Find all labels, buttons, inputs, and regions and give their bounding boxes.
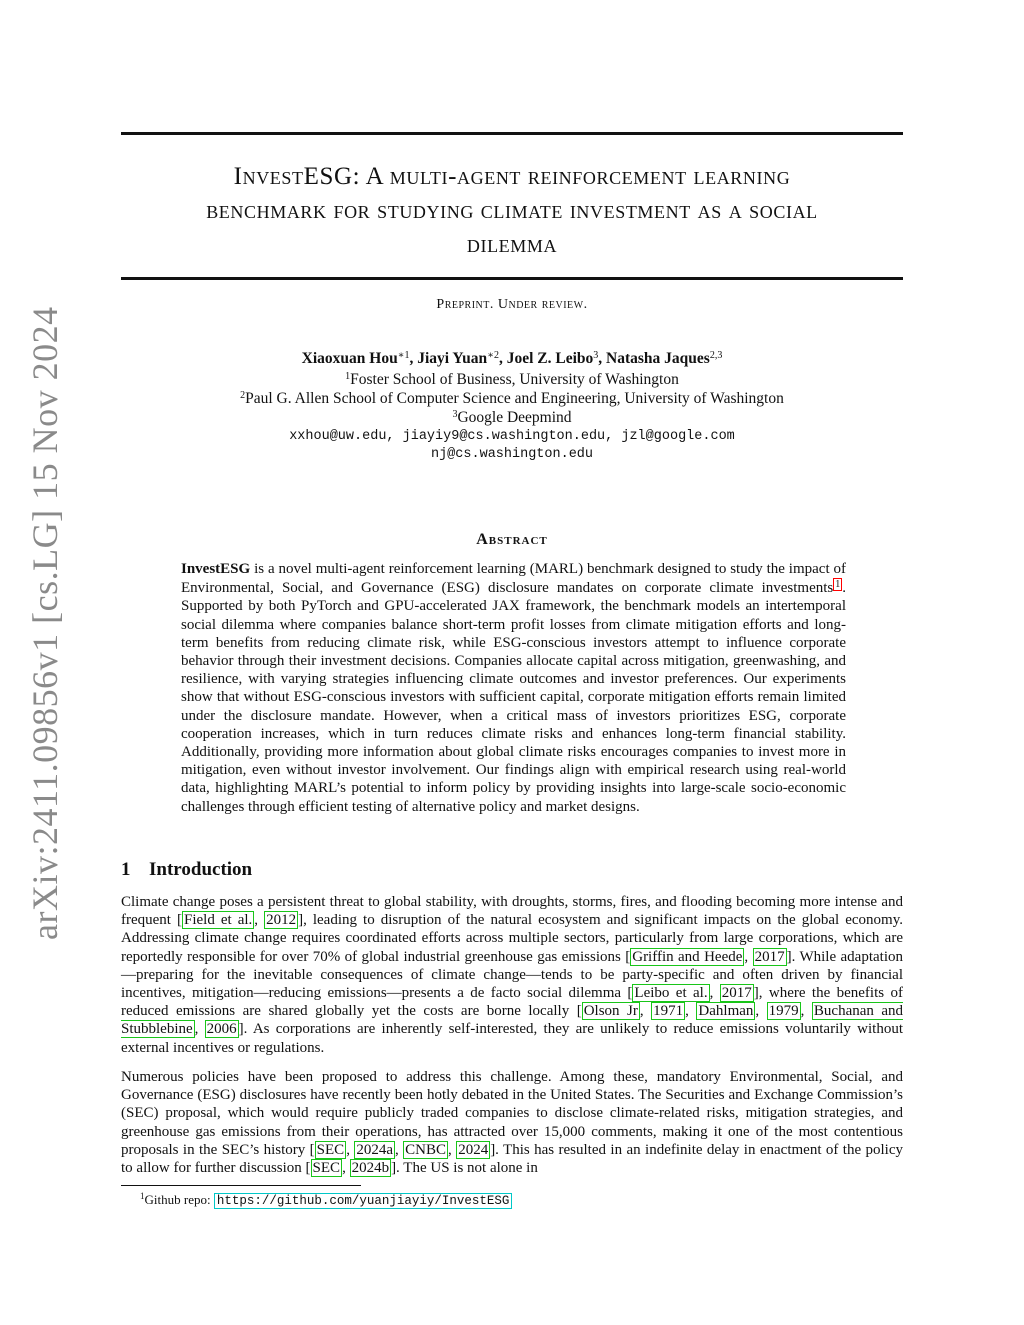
paragraph-text: ]. This has resulted in an indefinite delay in enactment of the policy to allow for further discussion [ [121,1141,904,1177]
section-number: 1 [121,859,131,880]
section-heading [121,859,903,881]
paragraph-text: , [800,1003,812,1020]
affiliation [121,408,903,427]
paragraph-text: , [685,1003,697,1020]
citation-link[interactable]: 2024 [458,1141,489,1158]
arxiv-identifier-stamp: arXiv:2411.09856v1 [cs.LG] 15 Nov 2024 [25,306,65,940]
intro-paragraph [121,1068,903,1177]
github-repo-link[interactable]: https://github.com/yuanjiayiy/InvestESG [214,1193,513,1209]
citation-link[interactable]: Dahlman [698,1003,754,1020]
citation-link[interactable]: Field et al. [184,912,253,929]
abstract-body [181,560,846,816]
paragraph-text: Numerous policies have been proposed to address this challenge. Among these, mandatory Environmental, Social, and Governance (ESG) disclosures have recently been hotly debated in the United States. The Securities and Exchange Commission’s (SEC) proposal, which would require publicly traded companies to disclose climate-related risks, mitigation strategies, and greenhouse gas emissions from their operations, has attracted over 15,000 comments, making it one of the most contentious proposals in the SEC’s history [ [121,1069,903,1158]
author-name: Xiaoxuan Hou [301,350,398,367]
author-name: Jiayi Yuan [417,350,488,367]
abstract-text: . Supported by both PyTorch and GPU-accelerated JAX framework, the benchmark models an intertemporal social dilemma where companies balance short-term profit losses from climate mitigation efforts and long-term benefits from reducing climate risk, while ESG-conscious investors attempt to influence corporate behavior through their investment decisions. Companies allocate capital across mitigation, greenwashing, and resilience, with varying strategies influencing climate outcomes and investor preferences. Our experiments show that without ESG-conscious investors with sufficient capital, corporate mitigation efforts remain limited under the disclosure mandate. However, when a critical mass of investors prioritizes ESG, corporate cooperation increases, which in turn reduces climate risks and enhances long-term financial stability. Additionally, providing more information about global climate risks encourages companies to invest more in mitigation, even without investor involvement. Our findings align with empirical research using real-world data, highlighting MARL’s potential to inform policy by providing insights into large-scale socio-economic challenges through efficient testing of alternative policy and market designs. [181,580,846,815]
paper-title [121,160,903,262]
footnote-label: Github repo: [144,1192,214,1207]
paragraph-text: , [342,1160,350,1177]
citation-link[interactable]: 1971 [653,1003,684,1020]
citation-link[interactable]: Griffin and Heede [632,948,743,965]
citation-link[interactable]: 2017 [754,948,785,965]
affiliation [121,370,903,389]
paragraph-text: , [254,912,265,929]
affiliation-text: Google Deepmind [457,409,572,426]
paragraph-text: , [346,1141,355,1158]
paragraph-text: ], leading to disruption of the natural ecosystem and significant impacts on the global economy. Addressing climate change requires coordinated efforts across multiple sectors, particularly from large corporations, which are reportedly responsible for over 70% of global industrial greenhouse gas emissions [ [121,912,903,965]
author-affiliation-mark: ∗1 [397,350,410,361]
paragraph-text: , [448,1141,457,1158]
paragraph-text: , [194,1021,205,1038]
title-rule-top [121,132,903,135]
citation-link[interactable]: 1979 [768,1003,799,1020]
author-name: Natasha Jaques [606,350,710,367]
title-line: benchmark for studying climate investment as a social [206,197,818,224]
footnote-rule [121,1185,361,1186]
affiliation-text: Foster School of Business, University of Washington [350,371,679,388]
citation-link[interactable]: Leibo et al. [634,985,708,1002]
author-separator: , [498,350,507,367]
abstract-lead: InvestESG [181,561,251,577]
citation-link[interactable]: Olson Jr [583,1003,638,1020]
email-line: xxhou@uw.edu, jiayiy9@cs.washington.edu, jzl@google.com [289,429,735,444]
citation-link[interactable]: 2012 [266,912,297,929]
author-separator: , [409,350,418,367]
author-emails [121,428,903,464]
abstract-heading: Abstract [476,531,548,548]
paragraph-text: ]. The US is not alone in [391,1160,538,1177]
paragraph-text: Climate change poses a persistent threat to global stability, with droughts, storms, fires, and flooding becoming more intense and frequent [ [121,894,903,929]
author-affiliation-mark: 2,3 [709,350,723,361]
footnote-mark: 1 [140,1191,145,1201]
citation-link[interactable]: 2006 [206,1021,237,1038]
affiliation-list [121,370,903,427]
citation-link[interactable]: Buchanan and Stubblebine [121,1003,904,1038]
author-name: Joel Z. Leibo [506,350,594,367]
author-affiliation-mark: 3 [593,350,599,361]
affiliation-mark: 1 [345,371,351,382]
author-affiliation-mark: ∗2 [487,350,499,361]
author-list [121,349,903,368]
intro-paragraph [121,893,903,1057]
paragraph-text: , [755,1003,767,1020]
author-separator: , [598,350,607,367]
affiliation [121,389,903,408]
paragraph-text: , [744,948,753,965]
footnote-link[interactable]: 1 [835,579,841,591]
abstract-text: is a novel multi-agent reinforcement learning (MARL) benchmark designed to study the impact of Environmental, Social, and Governance (ESG) disclosure mandates on corporate climate investments [181,561,846,597]
preprint-note: Preprint. Under review. [436,297,588,312]
citation-link[interactable]: 2024a [356,1141,394,1158]
citation-link[interactable]: CNBC [405,1141,447,1158]
paragraph-text: , [709,985,720,1002]
email-line: nj@cs.washington.edu [430,447,594,462]
paragraph-text: ]. As corporations are inherently self-interested, they are unlikely to reduce emissions voluntarily without external incentives or regulations. [121,1021,903,1056]
title-line: InvestESG: A multi-agent reinforcement learning [233,163,791,190]
footnote [140,1191,512,1210]
section-title: Introduction [149,859,253,880]
citation-link[interactable]: 2017 [721,985,752,1002]
affiliation-mark: 3 [452,409,458,420]
affiliation-mark: 2 [240,390,246,401]
paragraph-text: ], where the benefits of reduced emissions are shared globally yet the costs are borne locally [ [121,985,903,1020]
title-line: dilemma [466,231,558,258]
paragraph-text: ]. While adaptation—preparing for the inevitable consequences of climate change—tends to be party-specific and often driven by financial incentives, mitigation—reducing emissions—presents a de facto social dilemma [ [121,948,903,1002]
citation-link[interactable]: SEC [316,1141,345,1158]
citation-link[interactable]: 2024b [351,1160,390,1177]
paragraph-text: , [639,1003,652,1020]
title-rule-bottom [121,277,903,280]
affiliation-text: Paul G. Allen School of Computer Science and Engineering, University of Washington [245,390,784,407]
citation-link[interactable]: SEC [312,1160,341,1177]
paragraph-text: , [395,1141,404,1158]
